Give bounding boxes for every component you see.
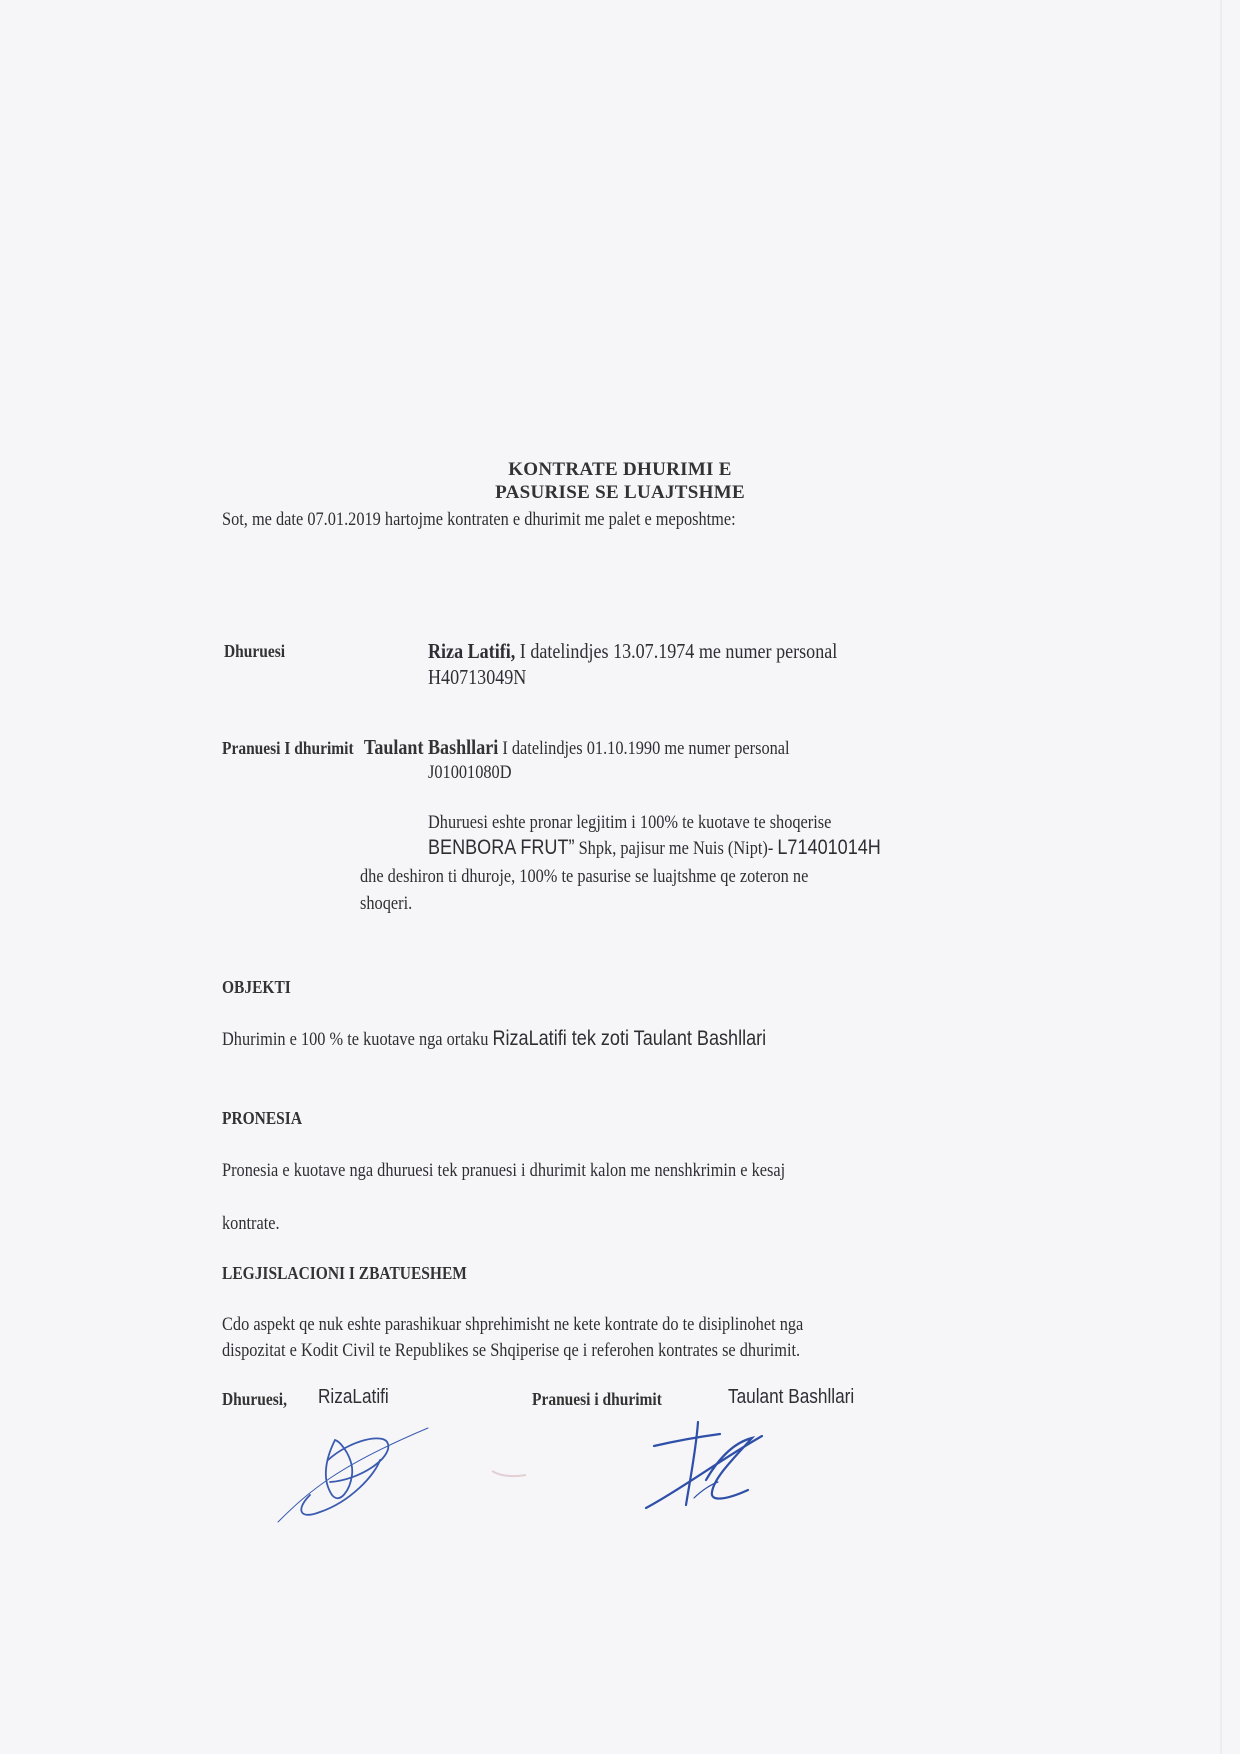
section-heading-objekti: OBJEKTI (222, 977, 291, 997)
recipient-name: Taulant Bashllari (363, 735, 499, 759)
recipient-label: Pranuesi I dhurimit (222, 738, 354, 758)
signature-recipient-label: Pranuesi i dhurimit (532, 1389, 662, 1409)
legjislacioni-line1: Cdo aspekt qe nuk eshte parashikuar shprehimisht ne kete kontrate do te disiplinohet nga (222, 1314, 804, 1335)
ownership-line4: shoqeri. (360, 893, 413, 914)
document-title-line1: KONTRATE DHURIMI E (508, 459, 732, 480)
objekti-text (222, 1027, 766, 1051)
signature-donor-name: RizaLatifi (318, 1386, 389, 1408)
signature-stroke (326, 1440, 352, 1498)
objekti-text-prefix: Dhurimin e 100 % te kuotave nga ortaku (222, 1029, 493, 1050)
intro-text: Sot, me date 07.01.2019 hartojme kontraten e dhurimit me palet e meposhtme: (222, 509, 736, 530)
recipient-details: I datelindjes 01.10.1990 me numer personal (498, 738, 790, 759)
signature-stroke (301, 1460, 380, 1515)
donor-signature (270, 1420, 450, 1530)
donor-name: Riza Latifi, (428, 639, 516, 663)
pronesia-line1: Pronesia e kuotave nga dhuruesi tek pranuesi i dhurimit kalon me nenshkrimin e kesaj (222, 1160, 786, 1181)
page-edge (1220, 0, 1222, 1754)
ownership-line2-text: Shpk, pajisur me Nuis (Nipt)- (574, 838, 778, 859)
paper-mark-stroke (492, 1471, 526, 1476)
legjislacioni-line2: dispozitat e Kodit Civil te Republikes se Shqiperise qe i referohen kontrates se dhurimit. (222, 1340, 801, 1361)
paper-mark (490, 1465, 530, 1485)
donor-details: I datelindjes 13.07.1974 me numer personal (515, 639, 838, 663)
section-heading-pronesia: PRONESIA (222, 1108, 302, 1128)
document-title-line2: PASURISE SE LUAJTSHME (495, 482, 745, 503)
objekti-text-rest: tek zoti Taulant Bashllari (566, 1027, 767, 1050)
signature-stroke (706, 1438, 752, 1499)
ownership-line2 (428, 836, 881, 860)
recipient-personal-number: J01001080D (428, 762, 512, 783)
signature-donor-label: Dhuruesi, (222, 1389, 287, 1409)
signature-recipient-name: Taulant Bashllari (728, 1386, 855, 1408)
objekti-donor-name: RizaLatifi (492, 1027, 567, 1050)
donor-label: Dhuruesi (224, 641, 286, 661)
donor-personal-number: H40713049N (428, 665, 527, 689)
pronesia-line2: kontrate. (222, 1213, 280, 1234)
recipient-signature (640, 1420, 790, 1530)
donor-line (428, 639, 837, 664)
recipient-line (222, 735, 790, 760)
company-nipt: L71401014H (777, 836, 881, 859)
company-name: BENBORA FRUT” (428, 836, 575, 859)
ownership-line3: dhe deshiron ti dhuroje, 100% te pasurise se luajtshme qe zoteron ne (360, 866, 809, 887)
signature-stroke (654, 1434, 720, 1446)
section-heading-legjislacioni: LEGJISLACIONI I ZBATUESHEM (222, 1263, 467, 1283)
signature-stroke (686, 1422, 698, 1505)
ownership-line1: Dhuruesi eshte pronar legjitim i 100% te kuotave te shoqerise (428, 812, 832, 833)
